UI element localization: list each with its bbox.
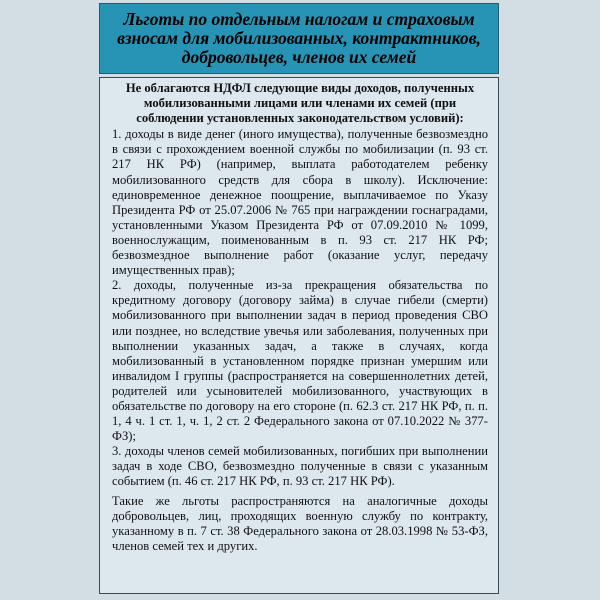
list-item-2: 2. доходы, полученные из-за прекращения обязательства по кредитному договору (договору займа) в случае гибели (смерти) мобилизованного при выполнении задач в период проведения СВО или позднее, но вследствие увечья или заболевания, полученных при выполнении указанных задач, а также в случаях, когда мобилизованный в установленном порядке признан умершим или инвалидом I группы (распространяется на совершеннолетних детей, родителей или усыновителей мобилизованного, участвующих в обязательстве по договору на его стороне (п. 62.3 ст. 217 НК РФ, п. п. 1, 4 ч. 1 ст. 1, ч. 1, 2 ст. 2 Федерального закона от 07.10.2022 № 377-ФЗ);: [112, 278, 488, 444]
page-title: Льготы по отдельным налогам и страховым взносам для мобилизованных, контрактников, добровольцев, членов их семей: [117, 9, 481, 67]
closing-paragraph: Такие же льготы распространяются на аналогичные доходы добровольцев, лиц, проходящих военную службу по контракту, указанному в п. 7 ст. 38 Федерального закона от 28.03.1998 № 53-ФЗ, членов семей тех и других.: [112, 493, 488, 553]
content-box: [99, 77, 499, 594]
list-item-3: 3. доходы членов семей мобилизованных, погибших при выполнении задач в ходе СВО, безвозмездно полученные в связи с указанным событием (п. 46 ст. 217 НК РФ, п. 93 ст. 217 НК РФ).: [112, 444, 488, 489]
title-banner: [99, 3, 499, 74]
list-item-1: 1. доходы в виде денег (иного имущества), полученные безвозмездно в связи с прохождением военной службы по мобилизации (п. 93 ст. 217 НК РФ) (например, выплата работодателем ребенку мобилизованного средств для сбора в школу). Исключение: единовременное денежное поощрение, выплачиваемое по Указу Президента РФ от 25.07.2006 № 765 при награждении госнаградами, установленными Указом Президента РФ от 07.09.2010 № 1099, военнослужащим, поименованным в п. 93 ст. 217 НК РФ; безвозмездное выполнение работ (оказание услуг, передачу имущественных прав);: [112, 127, 488, 278]
intro-heading: Не облагаются НДФЛ следующие виды доходов, полученных мобилизованными лицами или членами их семей (при соблюдении установленных законодательством условий):: [125, 81, 475, 126]
